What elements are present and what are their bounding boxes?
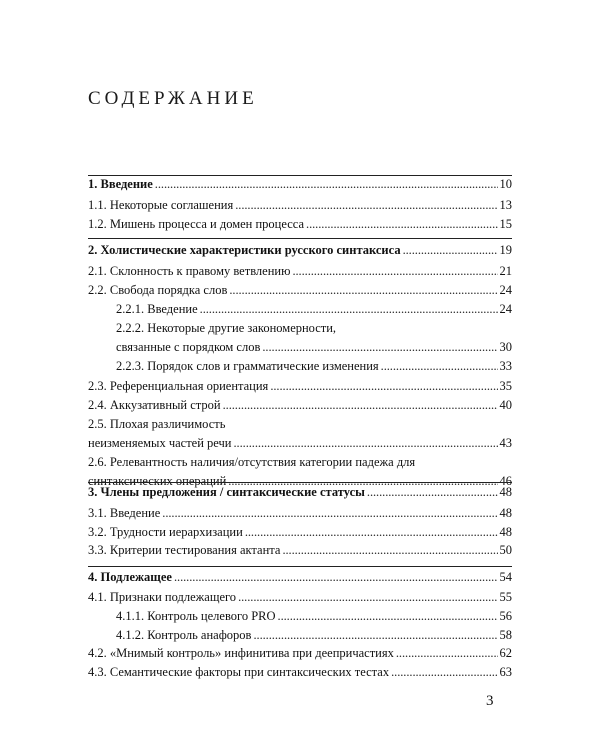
dot-leader xyxy=(155,177,498,192)
dot-leader xyxy=(262,340,497,355)
dot-leader xyxy=(367,485,498,500)
toc-entry-page: 48 xyxy=(499,485,512,499)
dot-leader xyxy=(396,646,498,661)
toc-entry-page: 46 xyxy=(499,474,512,488)
section-divider xyxy=(88,238,512,239)
dot-leader xyxy=(229,283,497,298)
toc-entry-label: 3.3. Критерии тестирования актанта xyxy=(88,543,281,557)
toc-entry-label: 2.2.1. Введение xyxy=(116,302,198,316)
toc-entry-label: связанные с порядком слов xyxy=(116,340,261,354)
dot-leader xyxy=(234,436,498,451)
toc-entry-label: 4.1.2. Контроль анафоров xyxy=(116,628,252,642)
toc-entry-page: 13 xyxy=(499,198,512,212)
dot-leader xyxy=(270,379,497,394)
dot-leader xyxy=(223,398,498,413)
toc-entry-3-3[interactable] xyxy=(88,543,512,558)
dot-leader xyxy=(306,217,497,232)
dot-leader xyxy=(235,198,497,213)
dot-leader xyxy=(282,543,497,558)
toc-entry-page: 24 xyxy=(499,302,512,316)
toc-entry-label: 1.2. Мишень процесса и домен процесса xyxy=(88,217,305,231)
toc-entry-page: 19 xyxy=(499,243,512,257)
toc-entry-label: 2. Холистические характеристики русского синтаксиса xyxy=(88,243,401,257)
toc-entry-4-1-1[interactable] xyxy=(116,609,512,624)
toc-entry-page: 10 xyxy=(499,177,512,191)
dot-leader xyxy=(391,665,497,680)
toc-entry-chapter-2[interactable] xyxy=(88,243,512,258)
dot-leader xyxy=(403,243,498,258)
section-divider xyxy=(88,566,512,567)
toc-entry-label: 3.2. Трудности иерархизации xyxy=(88,525,243,539)
toc-entry-2-2-2[interactable] xyxy=(116,321,512,355)
toc-entry-label: 4.1. Признаки подлежащего xyxy=(88,590,237,604)
toc-entry-2-1[interactable] xyxy=(88,264,512,279)
section-divider xyxy=(88,175,512,176)
toc-entry-page: 33 xyxy=(499,359,512,373)
dot-leader xyxy=(292,264,497,279)
dot-leader xyxy=(174,570,498,585)
toc-entry-page: 40 xyxy=(499,398,512,412)
page-number: 3 xyxy=(486,693,494,709)
section-divider xyxy=(88,482,512,483)
toc-entry-label: 2.2. Свобода порядка слов xyxy=(88,283,228,297)
toc-entry-page: 48 xyxy=(499,506,512,520)
toc-entry-page: 21 xyxy=(499,264,512,278)
dot-leader xyxy=(245,525,498,540)
dot-leader xyxy=(278,609,498,624)
toc-entry-4-2[interactable] xyxy=(88,646,512,661)
toc-entry-page: 54 xyxy=(499,570,512,584)
toc-entry-label-line1: 2.2.2. Некоторые другие закономерности, xyxy=(116,321,337,335)
dot-leader xyxy=(238,590,497,605)
toc-entry-page: 55 xyxy=(499,590,512,604)
toc-entry-label: 2.1. Склонность к правому ветвлению xyxy=(88,264,291,278)
toc-entry-page: 62 xyxy=(499,646,512,660)
toc-entry-2-3[interactable] xyxy=(88,379,512,394)
toc-entry-label: 4.2. «Мнимый контроль» инфинитива при деепричастиях xyxy=(88,646,394,660)
toc-entry-label: 2.4. Аккузативный строй xyxy=(88,398,221,412)
toc-entry-2-6[interactable] xyxy=(88,455,512,489)
toc-entry-1-2[interactable] xyxy=(88,217,512,232)
dot-leader xyxy=(253,628,497,643)
toc-entry-label: 1.1. Некоторые соглашения xyxy=(88,198,234,212)
toc-entry-chapter-1[interactable] xyxy=(88,177,512,192)
toc-entry-2-5[interactable] xyxy=(88,417,512,451)
toc-entry-2-2[interactable] xyxy=(88,283,512,298)
toc-entry-4-3[interactable] xyxy=(88,665,512,680)
toc-entry-label: неизменяемых частей речи xyxy=(88,436,232,450)
toc-entry-page: 43 xyxy=(499,436,512,450)
toc-entry-chapter-3[interactable] xyxy=(88,485,512,500)
toc-entry-page: 24 xyxy=(499,283,512,297)
toc-entry-chapter-4[interactable] xyxy=(88,570,512,585)
toc-entry-label: 4.3. Семантические факторы при синтаксических тестах xyxy=(88,665,390,679)
dot-leader xyxy=(381,359,498,374)
toc-entry-2-4[interactable] xyxy=(88,398,512,413)
toc-entry-page: 58 xyxy=(499,628,512,642)
toc-entry-label: 3.1. Введение xyxy=(88,506,161,520)
toc-entry-page: 35 xyxy=(499,379,512,393)
toc-entry-label: 3. Члены предложения / синтаксические статусы xyxy=(88,485,365,499)
toc-entry-page: 63 xyxy=(499,665,512,679)
toc-entry-page: 30 xyxy=(499,340,512,354)
toc-entry-4-1[interactable] xyxy=(88,590,512,605)
toc-entry-label-line1: 2.5. Плохая различимость xyxy=(88,417,226,431)
toc-entry-page: 48 xyxy=(499,525,512,539)
toc-entry-2-2-3[interactable] xyxy=(116,359,512,374)
toc-entry-2-2-1[interactable] xyxy=(116,302,512,317)
toc-entry-3-1[interactable] xyxy=(88,506,512,521)
toc-entry-label: 4.1.1. Контроль целевого PRO xyxy=(116,609,276,623)
toc-entry-page: 15 xyxy=(499,217,512,231)
toc-entry-label: синтаксических операций xyxy=(88,474,227,488)
toc-entry-page: 56 xyxy=(499,609,512,623)
toc-entry-label: 4. Подлежащее xyxy=(88,570,172,584)
toc-entry-label: 2.2.3. Порядок слов и грамматические изменения xyxy=(116,359,379,373)
dot-leader xyxy=(200,302,498,317)
toc-entry-3-2[interactable] xyxy=(88,525,512,540)
toc-entry-page: 50 xyxy=(499,543,512,557)
toc-entry-label-line1: 2.6. Релевантность наличия/отсутствия категории падежа для xyxy=(88,455,416,469)
page-title: СОДЕРЖАНИЕ xyxy=(88,88,258,109)
toc-entry-label: 1. Введение xyxy=(88,177,153,191)
toc-entry-label: 2.3. Референциальная ориентация xyxy=(88,379,269,393)
dot-leader xyxy=(162,506,497,521)
toc-entry-1-1[interactable] xyxy=(88,198,512,213)
toc-entry-4-1-2[interactable] xyxy=(116,628,512,643)
